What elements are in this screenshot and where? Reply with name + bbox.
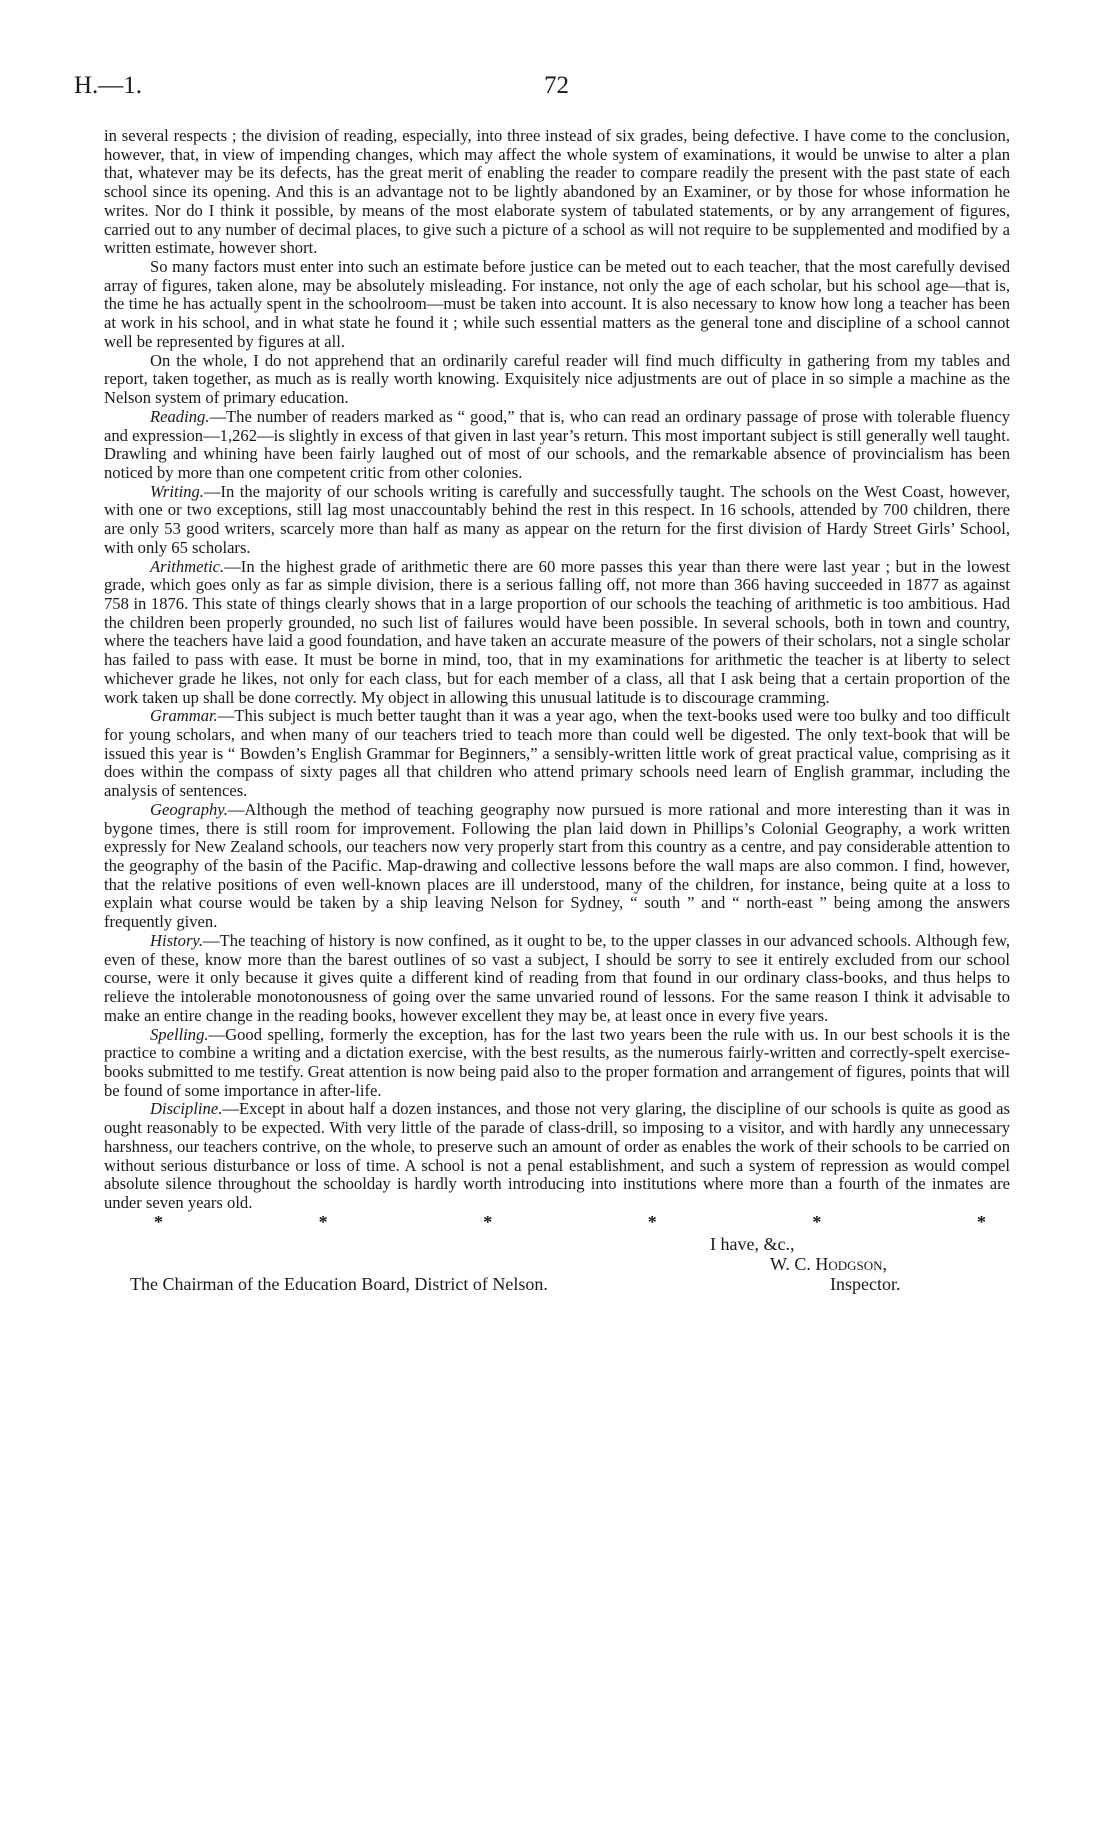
signer-role: Inspector. <box>830 1273 901 1294</box>
asterisk: * <box>318 1211 328 1232</box>
paragraph-grammar: Grammar.—This subject is much better taught than it was a year ago, when the text-books used were too bulky and too difficult for young scholars, and when many of our teachers tried to teach more than could well be digested. The only text-book that will be issued this year is “ Bowden’s English Grammar for Beginners,” a sensibly-written little work of great practical value, comprising as it does within the compass of sixty pages all that children who attend primary schools need learn of English grammar, including the analysis of sentences. <box>104 706 1010 801</box>
section-heading: Spelling. <box>150 1024 209 1044</box>
section-heading: History. <box>150 930 204 950</box>
closing-greeting: I have, &c., <box>710 1233 795 1254</box>
page-number: 72 <box>544 72 569 99</box>
report-code: H.—1. <box>74 72 143 99</box>
asterisk: * <box>812 1211 822 1232</box>
paragraph-writing: Writing.—In the majority of our schools writing is carefully and successfully taught. The schools on the West Coast, however, with one or two exceptions, still lag most unaccountably behind the rest in this respect. In 16 schools, attended by 700 children, there are only 53 good writers, scarcely more than half as many as appear on the return for the first division of Hardy Street Girls’ School, with only 65 scholars. <box>104 481 1010 557</box>
recipient-address: The Chairman of the Education Board, District of Nelson. <box>130 1273 548 1294</box>
section-heading: Grammar. <box>150 706 218 726</box>
asterisk: * <box>976 1211 986 1232</box>
asterisk: * <box>483 1211 493 1232</box>
paragraph-reading: Reading.—The number of readers marked as “ good,” that is, who can read an ordinary passage of prose with tolerable fluency and expression—1,262—is slightly in excess of that given in last year’s return. This most important subject is still generally well taught. Drawling and whining have been fairly laughed out of most of our schools, and the remarkable absence of provincialism has been noticed by more than one competent critic from other colonies. <box>104 406 1010 482</box>
asterisk-row <box>154 1213 986 1231</box>
paragraph-continuation: in several respects ; the division of reading, especially, into three instead of six grades, being defective. I have come to the conclusion, however, that, in view of impending changes, which may affect the whole system of examinations, it would be unwise to alter a plan that, whatever may be its defects, has the great merit of enabling the reader to compare readily the present with the past state of each school since its opening. And this is an advantage not to be lightly abandoned by an Examiner, or by those for whose information he writes. Nor do I think it possible, by means of the most elaborate system of tabulated statements, or by any arrangement of figures, carried out to any number of decimal places, to give such a picture of a school as will not require to be supplemented and modified by a written estimate, however short. <box>104 126 1010 258</box>
page-header <box>74 72 994 102</box>
paragraph-geography: Geography.—Although the method of teaching geography now pursued is more rational and more interesting than it was in bygone times, there is still room for improvement. Following the plan laid down in Phillips’s Colonial Geography, a work written expressly for New Zealand schools, our teachers now very properly start from this country as a centre, and pay considerable attention to the geography of the basin of the Pacific. Map-drawing and collective lessons before the wall maps are also common. I find, however, that the relative positions of even well-known places are ill understood, many of the children, for instance, being quite at a loss to explain what course would be taken by a ship leaving Nelson for Sydney, “ south ” and “ north-east ” being among the answers frequently given. <box>104 799 1010 932</box>
paragraph-discipline: Discipline.—Except in about half a dozen instances, and those not very glaring, the discipline of our schools is quite as good as ought reasonably to be expected. With very little of the parade of class-drill, so imposing to a visitor, and with hardly any unnecessary harshness, our teachers contrive, on the whole, to preserve such an amount of order as enables the work of their schools to be carried on without serious disturbance or loss of time. A school is not a penal establishment, and such a system of repression as would compel absolute silence throughout the schoolday is hardly worth introducing into institutions where more than a fourth of the inmates are under seven years old. <box>104 1099 1010 1212</box>
letter-closing <box>104 1231 1010 1295</box>
report-body <box>104 127 1010 1295</box>
asterisk: * <box>647 1211 657 1232</box>
section-heading: Writing. <box>150 481 204 501</box>
section-heading: Reading. <box>150 406 210 426</box>
section-heading: Arithmetic. <box>150 556 225 576</box>
paragraph-arithmetic: Arithmetic.—In the highest grade of arithmetic there are 60 more passes this year than there were last year ; but in the lowest grade, which goes only as far as simple division, there is a serious falling off, not more than 366 having succeeded in 1877 as against 758 in 1876. This state of things clearly shows that in a large proportion of our schools the teaching of arithmetic is too ambitious. Had the children been properly grounded, no such list of failures would have been possible. In several schools, both in town and country, where the teachers have laid a good foundation, and have taken an accurate measure of the powers of their scholars, not a single scholar has failed to pass with ease. It must be borne in mind, too, that in my examinations for arithmetic the teacher is at liberty to select whichever grade he likes, not only for each class, but for each member of a class, all that I ask being that a certain proportion of the work taken up shall be done correctly. My object in allowing this unusual latitude is to discourage cramming. <box>104 556 1010 707</box>
section-heading: Discipline. <box>150 1099 223 1119</box>
paragraph-whole: On the whole, I do not apprehend that an ordinarily careful reader will find much difficulty in gathering from my tables and report, taken together, as much as is really worth knowing. Exquisitely nice adjustments are out of place in so simple a machine as the Nelson system of primary education. <box>104 350 1010 408</box>
paragraph-factors: So many factors must enter into such an estimate before justice can be meted out to each teacher, that the most carefully devised array of figures, taken alone, may be absolutely misleading. For instance, not only the age of each scholar, but his school age—that is, the time he has actually spent in the schoolroom—must be taken into account. It is also necessary to know how long a teacher has been at work in his school, and in what state he found it ; while such essential matters as the general tone and discipline of a school cannot well be represented by figures at all. <box>104 257 1010 351</box>
signer-name: W. C. Hodgson, <box>770 1253 888 1274</box>
paragraph-spelling: Spelling.—Good spelling, formerly the exception, has for the last two years been the rule with us. In our best schools it is the practice to combine a writing and a dictation exercise, with the best results, as the numerous fairly-written and correctly-spelt exercise-books submitted to me testify. Great attention is now being paid also to the proper formation and arrangement of figures, points that will be found of some importance in after-life. <box>104 1024 1010 1100</box>
asterisk: * <box>154 1211 163 1232</box>
paragraph-history: History.—The teaching of history is now confined, as it ought to be, to the upper classes in our advanced schools. Although few, even of these, know more than the barest outlines of so vast a subject, I should be sorry to see it entirely excluded from our school course, were it only because it gives quite a different kind of reading from that found in our ordinary class-books, and thus helps to relieve the intolerable monotonousness of going over the same unvaried round of lessons. For the same reason I think it advisable to make an entire change in the reading books, however excellent they may be, at least once in every five years. <box>104 930 1010 1025</box>
section-heading: Geography. <box>150 799 228 819</box>
